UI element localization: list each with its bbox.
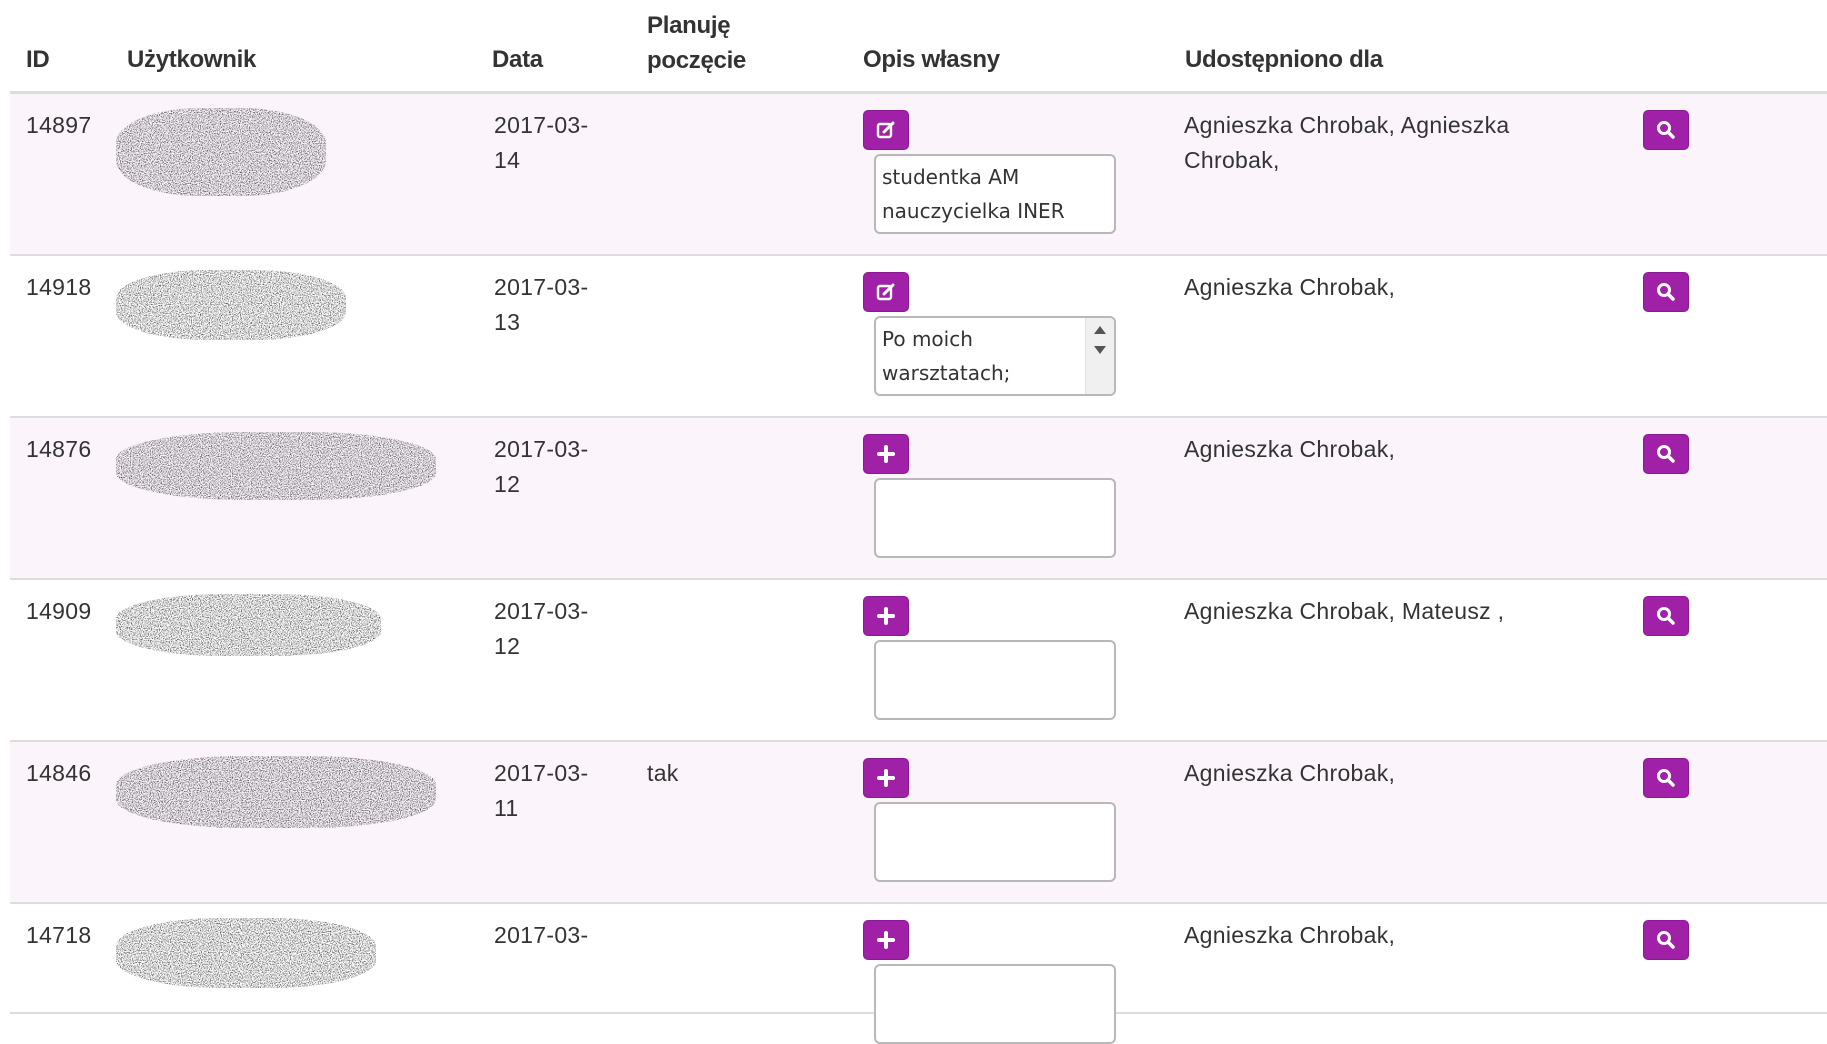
row-id: 14846 <box>26 760 92 786</box>
row-date: 2017-03- 13 <box>494 274 589 335</box>
row-shared-with: Agnieszka Chrobak, Agnieszka Chrobak, <box>1184 112 1510 173</box>
add-description-button[interactable] <box>863 596 909 636</box>
row-plan: tak <box>647 760 679 786</box>
header-description[interactable]: Opis własny <box>863 46 1000 73</box>
table-body <box>10 94 1827 1014</box>
submissions-table <box>10 0 1827 1014</box>
row-id: 14718 <box>26 922 92 948</box>
row-shared-with: Agnieszka Chrobak, Mateusz , <box>1184 598 1505 624</box>
edit-icon <box>875 281 897 303</box>
table-row <box>10 580 1827 742</box>
description-text: studentka AM nauczycielka INER <box>882 165 1065 223</box>
plus-icon <box>875 443 897 465</box>
redaction-scribble <box>116 270 346 340</box>
search-icon <box>1655 281 1677 303</box>
header-date[interactable]: Data <box>492 46 543 73</box>
view-details-button[interactable] <box>1643 434 1689 474</box>
resize-grip-icon[interactable] <box>1100 380 1112 392</box>
plus-icon <box>875 605 897 627</box>
plus-icon <box>875 767 897 789</box>
redaction-scribble <box>116 918 376 988</box>
row-id: 14897 <box>26 112 92 138</box>
redacted-user-name <box>116 270 436 340</box>
resize-grip-icon[interactable] <box>1100 1028 1112 1040</box>
plus-icon <box>875 929 897 951</box>
description-textarea[interactable] <box>874 478 1116 558</box>
description-textarea[interactable] <box>874 154 1116 234</box>
row-id: 14876 <box>26 436 92 462</box>
view-details-button[interactable] <box>1643 596 1689 636</box>
redaction-scribble <box>116 594 381 656</box>
header-plan[interactable]: Planuję poczęcie <box>647 12 746 74</box>
resize-grip-icon[interactable] <box>1100 866 1112 878</box>
description-text: Po moich warsztatach; <box>882 327 1011 385</box>
redacted-user-name <box>116 432 436 502</box>
row-date: 2017-03- <box>494 922 589 948</box>
redaction-scribble <box>116 432 436 500</box>
redacted-user-name <box>116 594 436 664</box>
row-date: 2017-03- 14 <box>494 112 589 173</box>
view-details-button[interactable] <box>1643 272 1689 312</box>
view-details-button[interactable] <box>1643 758 1689 798</box>
resize-grip-icon[interactable] <box>1100 542 1112 554</box>
table-row <box>10 742 1827 904</box>
row-shared-with: Agnieszka Chrobak, <box>1184 922 1396 948</box>
edit-description-button[interactable] <box>863 272 909 312</box>
table-row <box>10 418 1827 580</box>
resize-grip-icon[interactable] <box>1100 218 1112 230</box>
add-description-button[interactable] <box>863 434 909 474</box>
description-textarea[interactable] <box>874 316 1116 396</box>
description-textarea[interactable] <box>874 640 1116 720</box>
table-row <box>10 94 1827 256</box>
redaction-scribble <box>116 108 326 196</box>
redacted-user-name <box>116 108 436 178</box>
view-details-button[interactable] <box>1643 920 1689 960</box>
resize-grip-icon[interactable] <box>1100 704 1112 716</box>
edit-description-button[interactable] <box>863 110 909 150</box>
view-details-button[interactable] <box>1643 110 1689 150</box>
row-shared-with: Agnieszka Chrobak, <box>1184 274 1396 300</box>
table-row <box>10 256 1827 418</box>
redaction-scribble <box>116 756 436 828</box>
search-icon <box>1655 119 1677 141</box>
add-description-button[interactable] <box>863 758 909 798</box>
row-id: 14909 <box>26 598 92 624</box>
description-textarea[interactable] <box>874 802 1116 882</box>
row-date: 2017-03- 12 <box>494 436 589 497</box>
row-shared-with: Agnieszka Chrobak, <box>1184 760 1396 786</box>
add-description-button[interactable] <box>863 920 909 960</box>
row-id: 14918 <box>26 274 92 300</box>
search-icon <box>1655 767 1677 789</box>
search-icon <box>1655 605 1677 627</box>
header-shared-with[interactable]: Udostępniono dla <box>1185 46 1383 73</box>
search-icon <box>1655 929 1677 951</box>
search-icon <box>1655 443 1677 465</box>
row-date: 2017-03- 11 <box>494 760 589 821</box>
redacted-user-name <box>116 756 436 826</box>
header-id[interactable]: ID <box>26 46 50 73</box>
row-date: 2017-03- 12 <box>494 598 589 659</box>
redacted-user-name <box>116 918 436 988</box>
edit-icon <box>875 119 897 141</box>
table-row <box>10 904 1827 1014</box>
header-user[interactable]: Użytkownik <box>127 46 257 73</box>
table-header <box>10 0 1827 94</box>
row-shared-with: Agnieszka Chrobak, <box>1184 436 1396 462</box>
description-textarea[interactable] <box>874 964 1116 1044</box>
